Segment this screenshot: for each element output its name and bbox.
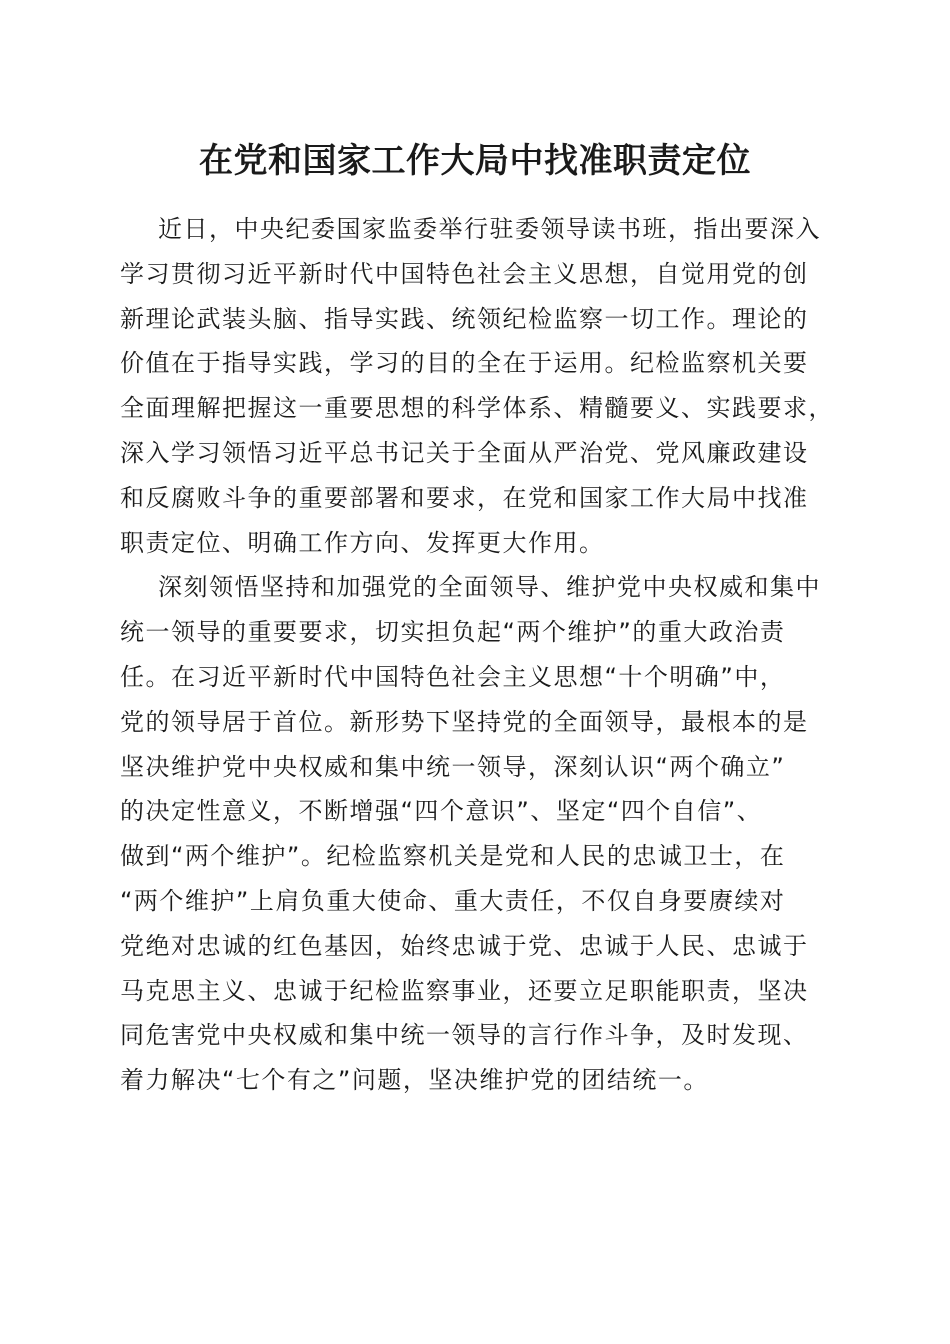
paragraph-line: 的决定性意义，不断增强“四个意识”、坚定“四个自信”、 <box>120 797 763 826</box>
paragraph-line: 职责定位、明确工作方向、发挥更大作用。 <box>120 528 605 557</box>
paragraph-line: 任。在习近平新时代中国特色社会主义思想“十个明确”中， <box>120 662 786 691</box>
paragraph-line: “两个维护”上肩负重大使命、重大责任，不仅自身要赓续对 <box>120 886 786 915</box>
paragraph-line: 价值在于指导实践，学习的目的全在于运用。纪检监察机关要 <box>120 349 809 378</box>
paragraph-line: 新理论武装头脑、指导实践、统领纪检监察一切工作。理论的 <box>120 304 809 333</box>
paragraph-line: 和反腐败斗争的重要部署和要求，在党和国家工作大局中找准 <box>120 483 809 512</box>
paragraph-2 <box>120 565 840 1103</box>
paragraph-line: 马克思主义、忠诚于纪检监察事业，还要立足职能职责，坚决 <box>120 976 809 1005</box>
paragraph-line: 坚决维护党中央权威和集中统一领导，深刻认识“两个确立” <box>120 752 786 781</box>
paragraph-line: 同危害党中央权威和集中统一领导的言行作斗争，及时发现、 <box>120 1021 809 1050</box>
paragraph-line: 着力解决“七个有之”问题，坚决维护党的团结统一。 <box>120 1066 709 1095</box>
paragraph-line: 党的领导居于首位。新形势下坚持党的全面领导，最根本的是 <box>120 707 809 736</box>
paragraph-1 <box>120 207 840 565</box>
paragraph-line: 统一领导的重要要求，切实担负起“两个维护”的重大政治责 <box>120 618 786 647</box>
paragraph-line: 学习贯彻习近平新时代中国特色社会主义思想，自觉用党的创 <box>120 259 809 288</box>
paragraph-line: 党绝对忠诚的红色基因，始终忠诚于党、忠诚于人民、忠诚于 <box>120 931 809 960</box>
document-body <box>120 207 840 1103</box>
paragraph-line: 深入学习领悟习近平总书记关于全面从严治党、党风廉政建设 <box>120 438 809 467</box>
document-title: 在党和国家工作大局中找准职责定位 <box>199 141 751 181</box>
paragraph-line: 做到“两个维护”。纪检监察机关是党和人民的忠诚卫士，在 <box>120 842 786 871</box>
paragraph-line: 近日，中央纪委国家监委举行驻委领导读书班，指出要深入 <box>158 215 821 243</box>
paragraph-line: 深刻领悟坚持和加强党的全面领导、维护党中央权威和集中 <box>158 573 821 602</box>
paragraph-line: 全面理解把握这一重要思想的科学体系、精髓要义、实践要求， <box>120 394 834 423</box>
